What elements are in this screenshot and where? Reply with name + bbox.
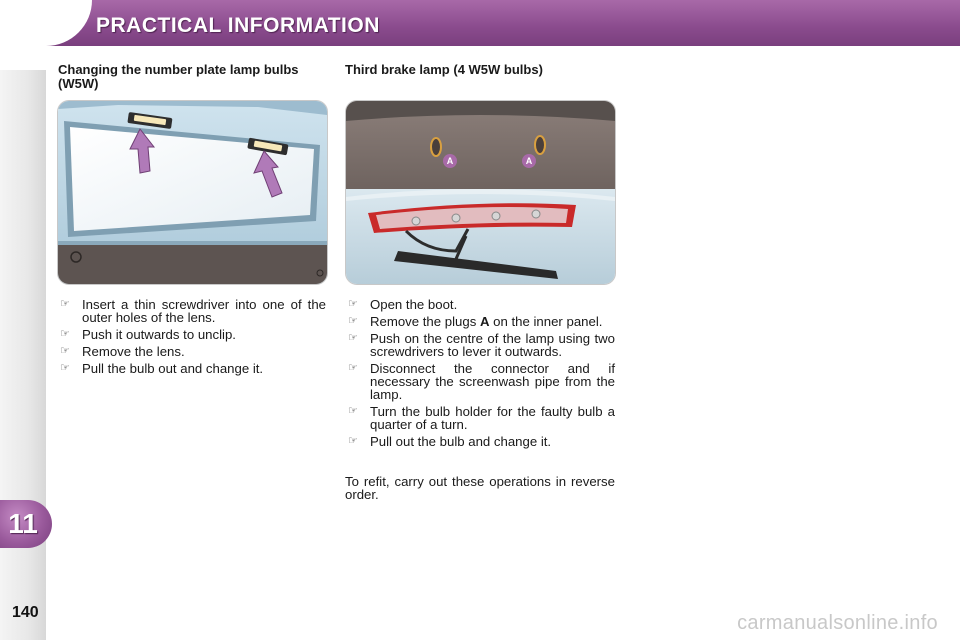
plug-left bbox=[431, 138, 441, 156]
list-item: ☞ Pull the bulb out and change it. bbox=[60, 361, 264, 376]
third-brake-lamp-photo bbox=[345, 100, 616, 285]
pointing-hand-icon: ☞ bbox=[60, 298, 70, 310]
pointing-hand-icon: ☞ bbox=[348, 332, 358, 344]
right-steps-list bbox=[346, 298, 615, 452]
refit-note: To refit, carry out these operations in reverse order. bbox=[345, 474, 615, 502]
left-steps-list bbox=[58, 298, 326, 379]
list-item: ☞ Disconnect the connector and if necessary the screenwash pipe from the lamp. bbox=[348, 361, 615, 402]
plug-right bbox=[535, 136, 545, 154]
watermark: carmanualsonline.info bbox=[737, 612, 938, 634]
list-item: ☞ Turn the bulb holder for the faulty bulb a quarter of a turn. bbox=[348, 404, 615, 432]
pointing-hand-icon: ☞ bbox=[348, 298, 358, 310]
list-item: ☞ Remove the lens. bbox=[60, 344, 185, 359]
list-item: ☞ Pull out the bulb and change it. bbox=[348, 434, 552, 449]
list-item: ☞ Push on the centre of the lamp using two screwdrivers to lever it outwards. bbox=[348, 331, 615, 359]
pointing-hand-icon: ☞ bbox=[60, 362, 70, 374]
pointing-hand-icon: ☞ bbox=[348, 315, 358, 327]
list-item: ☞ Remove the plugs A on the inner panel. bbox=[348, 314, 603, 329]
pointing-hand-icon: ☞ bbox=[348, 362, 358, 374]
pointing-hand-icon: ☞ bbox=[60, 328, 70, 340]
left-section-title: Changing the number plate lamp bulbs (W5W) bbox=[58, 62, 299, 91]
right-section-title: Third brake lamp (4 W5W bulbs) bbox=[345, 62, 543, 77]
marker-a-right: A bbox=[522, 154, 536, 168]
chapter-tab[interactable]: 11 bbox=[0, 500, 52, 548]
pointing-hand-icon: ☞ bbox=[348, 435, 358, 447]
sidebar-strip bbox=[0, 70, 46, 640]
pointing-hand-icon: ☞ bbox=[60, 345, 70, 357]
marker-a-left: A bbox=[443, 154, 457, 168]
list-item: ☞ Push it outwards to unclip. bbox=[60, 327, 236, 342]
pointing-hand-icon: ☞ bbox=[348, 405, 358, 417]
number-plate-lamp-photo bbox=[57, 100, 328, 285]
list-item: ☞ Open the boot. bbox=[348, 297, 458, 312]
list-item: ☞ Insert a thin screwdriver into one of the outer holes of the lens. bbox=[60, 297, 326, 325]
page-number: 140 bbox=[12, 604, 39, 621]
page-title: PRACTICAL INFORMATION bbox=[96, 14, 380, 37]
